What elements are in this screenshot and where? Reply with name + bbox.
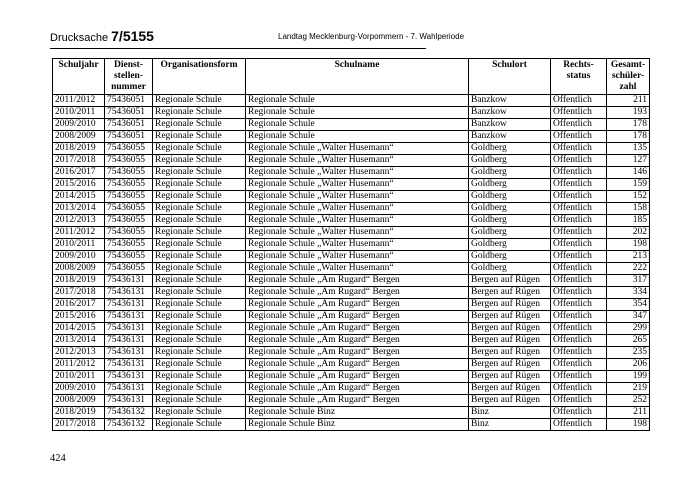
table-row — [53, 359, 650, 371]
cell-name: Regionale Schule „Am Rugard“ Bergen — [246, 275, 469, 287]
cell-org: Regionale Schule — [153, 107, 246, 119]
cell-id: 75436055 — [105, 167, 153, 179]
cell-count: 265 — [607, 335, 650, 347]
cell-year: 2018/2019 — [53, 407, 105, 419]
table-row — [53, 275, 650, 287]
cell-org: Regionale Schule — [153, 143, 246, 155]
cell-count: 354 — [607, 299, 650, 311]
cell-count: 213 — [607, 251, 650, 263]
cell-id: 75436051 — [105, 131, 153, 143]
column-header-id: Dienst- stellen- nummer — [105, 59, 153, 95]
cell-status: Öffentlich — [551, 323, 607, 335]
cell-id: 75436131 — [105, 371, 153, 383]
cell-place: Goldberg — [469, 239, 551, 251]
cell-place: Bergen auf Rügen — [469, 299, 551, 311]
cell-id: 75436131 — [105, 395, 153, 407]
cell-year: 2010/2011 — [53, 107, 105, 119]
cell-status: Öffentlich — [551, 371, 607, 383]
cell-count: 198 — [607, 419, 650, 431]
cell-year: 2017/2018 — [53, 155, 105, 167]
cell-status: Öffentlich — [551, 287, 607, 299]
cell-place: Banzkow — [469, 131, 551, 143]
table-body — [53, 95, 650, 431]
cell-place: Bergen auf Rügen — [469, 323, 551, 335]
cell-id: 75436055 — [105, 155, 153, 167]
cell-org: Regionale Schule — [153, 407, 246, 419]
cell-name: Regionale Schule „Walter Husemann“ — [246, 191, 469, 203]
cell-count: 334 — [607, 287, 650, 299]
cell-place: Goldberg — [469, 143, 551, 155]
cell-status: Öffentlich — [551, 419, 607, 431]
cell-year: 2012/2013 — [53, 347, 105, 359]
cell-status: Öffentlich — [551, 215, 607, 227]
cell-id: 75436055 — [105, 143, 153, 155]
cell-place: Bergen auf Rügen — [469, 371, 551, 383]
cell-year: 2008/2009 — [53, 395, 105, 407]
cell-status: Öffentlich — [551, 239, 607, 251]
cell-id: 75436131 — [105, 323, 153, 335]
table-row — [53, 227, 650, 239]
header-rule — [50, 48, 426, 49]
column-header-year: Schuljahr — [53, 59, 105, 95]
cell-place: Bergen auf Rügen — [469, 383, 551, 395]
cell-count: 159 — [607, 179, 650, 191]
column-header-status: Rechts- status — [551, 59, 607, 95]
cell-org: Regionale Schule — [153, 131, 246, 143]
table-row — [53, 419, 650, 431]
cell-count: 185 — [607, 215, 650, 227]
cell-name: Regionale Schule Binz — [246, 419, 469, 431]
cell-name: Regionale Schule „Walter Husemann“ — [246, 167, 469, 179]
cell-place: Goldberg — [469, 203, 551, 215]
cell-id: 75436055 — [105, 203, 153, 215]
cell-count: 178 — [607, 119, 650, 131]
cell-count: 211 — [607, 407, 650, 419]
table-row — [53, 299, 650, 311]
cell-year: 2010/2011 — [53, 371, 105, 383]
cell-name: Regionale Schule „Walter Husemann“ — [246, 143, 469, 155]
cell-place: Bergen auf Rügen — [469, 335, 551, 347]
cell-count: 317 — [607, 275, 650, 287]
cell-org: Regionale Schule — [153, 203, 246, 215]
cell-name: Regionale Schule „Walter Husemann“ — [246, 203, 469, 215]
cell-org: Regionale Schule — [153, 383, 246, 395]
cell-year: 2018/2019 — [53, 143, 105, 155]
cell-org: Regionale Schule — [153, 299, 246, 311]
cell-id: 75436132 — [105, 419, 153, 431]
cell-place: Goldberg — [469, 251, 551, 263]
cell-id: 75436051 — [105, 107, 153, 119]
cell-name: Regionale Schule „Am Rugard“ Bergen — [246, 299, 469, 311]
cell-year: 2017/2018 — [53, 419, 105, 431]
cell-status: Öffentlich — [551, 191, 607, 203]
cell-count: 135 — [607, 143, 650, 155]
cell-org: Regionale Schule — [153, 275, 246, 287]
cell-status: Öffentlich — [551, 263, 607, 275]
cell-name: Regionale Schule „Am Rugard“ Bergen — [246, 323, 469, 335]
cell-status: Öffentlich — [551, 251, 607, 263]
table-row — [53, 347, 650, 359]
cell-place: Banzkow — [469, 107, 551, 119]
cell-id: 75436131 — [105, 383, 153, 395]
cell-year: 2013/2014 — [53, 203, 105, 215]
cell-org: Regionale Schule — [153, 347, 246, 359]
cell-place: Goldberg — [469, 191, 551, 203]
cell-status: Öffentlich — [551, 299, 607, 311]
cell-count: 127 — [607, 155, 650, 167]
cell-place: Goldberg — [469, 167, 551, 179]
cell-count: 252 — [607, 395, 650, 407]
document-number: 7/5155 — [111, 28, 154, 44]
cell-count: 146 — [607, 167, 650, 179]
page-number: 424 — [50, 453, 66, 464]
cell-status: Öffentlich — [551, 335, 607, 347]
table-row — [53, 287, 650, 299]
cell-status: Öffentlich — [551, 95, 607, 107]
cell-id: 75436132 — [105, 407, 153, 419]
cell-id: 75436055 — [105, 191, 153, 203]
column-header-org: Organisationsform — [153, 59, 246, 95]
cell-count: 193 — [607, 107, 650, 119]
table-row — [53, 143, 650, 155]
table-row — [53, 407, 650, 419]
cell-year: 2014/2015 — [53, 191, 105, 203]
cell-name: Regionale Schule „Walter Husemann“ — [246, 239, 469, 251]
cell-name: Regionale Schule „Am Rugard“ Bergen — [246, 347, 469, 359]
cell-place: Binz — [469, 407, 551, 419]
table-row — [53, 131, 650, 143]
cell-count: 222 — [607, 263, 650, 275]
cell-status: Öffentlich — [551, 383, 607, 395]
cell-place: Banzkow — [469, 119, 551, 131]
cell-status: Öffentlich — [551, 131, 607, 143]
table-row — [53, 335, 650, 347]
cell-year: 2011/2012 — [53, 359, 105, 371]
table-header-row — [53, 59, 650, 95]
cell-org: Regionale Schule — [153, 191, 246, 203]
cell-status: Öffentlich — [551, 155, 607, 167]
cell-status: Öffentlich — [551, 407, 607, 419]
cell-org: Regionale Schule — [153, 311, 246, 323]
cell-name: Regionale Schule „Am Rugard“ Bergen — [246, 287, 469, 299]
column-header-count: Gesamt- schüler- zahl — [607, 59, 650, 95]
cell-org: Regionale Schule — [153, 359, 246, 371]
cell-count: 202 — [607, 227, 650, 239]
cell-status: Öffentlich — [551, 275, 607, 287]
cell-place: Goldberg — [469, 263, 551, 275]
cell-id: 75436131 — [105, 299, 153, 311]
school-statistics-table — [52, 58, 650, 431]
table-row — [53, 203, 650, 215]
cell-year: 2008/2009 — [53, 131, 105, 143]
cell-org: Regionale Schule — [153, 227, 246, 239]
table-row — [53, 179, 650, 191]
table-row — [53, 263, 650, 275]
cell-status: Öffentlich — [551, 107, 607, 119]
cell-place: Bergen auf Rügen — [469, 395, 551, 407]
cell-org: Regionale Schule — [153, 239, 246, 251]
cell-name: Regionale Schule „Am Rugard“ Bergen — [246, 335, 469, 347]
table-row — [53, 167, 650, 179]
cell-id: 75436131 — [105, 335, 153, 347]
cell-status: Öffentlich — [551, 311, 607, 323]
cell-status: Öffentlich — [551, 203, 607, 215]
cell-year: 2016/2017 — [53, 299, 105, 311]
cell-name: Regionale Schule „Am Rugard“ Bergen — [246, 311, 469, 323]
cell-count: 198 — [607, 239, 650, 251]
cell-id: 75436055 — [105, 227, 153, 239]
cell-org: Regionale Schule — [153, 179, 246, 191]
cell-place: Goldberg — [469, 215, 551, 227]
cell-count: 206 — [607, 359, 650, 371]
cell-org: Regionale Schule — [153, 335, 246, 347]
cell-org: Regionale Schule — [153, 155, 246, 167]
table-row — [53, 323, 650, 335]
cell-status: Öffentlich — [551, 179, 607, 191]
cell-org: Regionale Schule — [153, 395, 246, 407]
cell-year: 2018/2019 — [53, 275, 105, 287]
cell-count: 347 — [607, 311, 650, 323]
cell-year: 2011/2012 — [53, 227, 105, 239]
cell-place: Bergen auf Rügen — [469, 275, 551, 287]
cell-place: Bergen auf Rügen — [469, 287, 551, 299]
table-row — [53, 107, 650, 119]
document-header — [50, 28, 154, 44]
cell-org: Regionale Schule — [153, 167, 246, 179]
table-row — [53, 95, 650, 107]
cell-name: Regionale Schule — [246, 119, 469, 131]
cell-name: Regionale Schule „Am Rugard“ Bergen — [246, 395, 469, 407]
cell-status: Öffentlich — [551, 227, 607, 239]
cell-id: 75436051 — [105, 119, 153, 131]
cell-org: Regionale Schule — [153, 323, 246, 335]
cell-status: Öffentlich — [551, 395, 607, 407]
table-row — [53, 251, 650, 263]
cell-place: Goldberg — [469, 179, 551, 191]
cell-place: Bergen auf Rügen — [469, 311, 551, 323]
cell-count: 299 — [607, 323, 650, 335]
cell-count: 178 — [607, 131, 650, 143]
cell-name: Regionale Schule „Walter Husemann“ — [246, 227, 469, 239]
cell-name: Regionale Schule — [246, 131, 469, 143]
cell-place: Bergen auf Rügen — [469, 347, 551, 359]
cell-name: Regionale Schule — [246, 95, 469, 107]
document-type-label: Drucksache — [50, 32, 109, 44]
cell-year: 2009/2010 — [53, 251, 105, 263]
cell-year: 2013/2014 — [53, 335, 105, 347]
cell-place: Binz — [469, 419, 551, 431]
cell-count: 219 — [607, 383, 650, 395]
cell-id: 75436131 — [105, 287, 153, 299]
cell-status: Öffentlich — [551, 119, 607, 131]
cell-count: 158 — [607, 203, 650, 215]
cell-id: 75436131 — [105, 347, 153, 359]
cell-name: Regionale Schule „Am Rugard“ Bergen — [246, 359, 469, 371]
cell-id: 75436131 — [105, 275, 153, 287]
cell-org: Regionale Schule — [153, 251, 246, 263]
cell-status: Öffentlich — [551, 347, 607, 359]
cell-name: Regionale Schule „Walter Husemann“ — [246, 155, 469, 167]
cell-year: 2008/2009 — [53, 263, 105, 275]
cell-count: 211 — [607, 95, 650, 107]
cell-name: Regionale Schule „Walter Husemann“ — [246, 263, 469, 275]
cell-id: 75436055 — [105, 179, 153, 191]
cell-name: Regionale Schule „Walter Husemann“ — [246, 179, 469, 191]
cell-org: Regionale Schule — [153, 119, 246, 131]
cell-year: 2017/2018 — [53, 287, 105, 299]
cell-count: 235 — [607, 347, 650, 359]
cell-id: 75436131 — [105, 359, 153, 371]
cell-name: Regionale Schule „Am Rugard“ Bergen — [246, 371, 469, 383]
table-row — [53, 155, 650, 167]
cell-id: 75436051 — [105, 95, 153, 107]
cell-id: 75436055 — [105, 239, 153, 251]
cell-name: Regionale Schule — [246, 107, 469, 119]
table-row — [53, 383, 650, 395]
cell-place: Banzkow — [469, 95, 551, 107]
cell-id: 75436055 — [105, 215, 153, 227]
cell-org: Regionale Schule — [153, 287, 246, 299]
table-row — [53, 371, 650, 383]
cell-org: Regionale Schule — [153, 263, 246, 275]
column-header-place: Schulort — [469, 59, 551, 95]
cell-year: 2009/2010 — [53, 383, 105, 395]
cell-place: Bergen auf Rügen — [469, 359, 551, 371]
cell-year: 2009/2010 — [53, 119, 105, 131]
cell-place: Goldberg — [469, 155, 551, 167]
cell-id: 75436055 — [105, 251, 153, 263]
cell-year: 2011/2012 — [53, 95, 105, 107]
cell-org: Regionale Schule — [153, 371, 246, 383]
cell-year: 2010/2011 — [53, 239, 105, 251]
cell-org: Regionale Schule — [153, 419, 246, 431]
cell-name: Regionale Schule „Walter Husemann“ — [246, 251, 469, 263]
cell-id: 75436131 — [105, 311, 153, 323]
cell-status: Öffentlich — [551, 167, 607, 179]
table-row — [53, 215, 650, 227]
table-row — [53, 191, 650, 203]
table-row — [53, 311, 650, 323]
column-header-name: Schulname — [246, 59, 469, 95]
cell-org: Regionale Schule — [153, 95, 246, 107]
cell-year: 2014/2015 — [53, 323, 105, 335]
parliament-label: Landtag Mecklenburg-Vorpommern - 7. Wahlperiode — [278, 32, 465, 41]
cell-place: Goldberg — [469, 227, 551, 239]
table-row — [53, 395, 650, 407]
cell-year: 2012/2013 — [53, 215, 105, 227]
cell-year: 2015/2016 — [53, 311, 105, 323]
cell-name: Regionale Schule „Am Rugard“ Bergen — [246, 383, 469, 395]
cell-year: 2016/2017 — [53, 167, 105, 179]
table-row — [53, 239, 650, 251]
cell-status: Öffentlich — [551, 143, 607, 155]
table-row — [53, 119, 650, 131]
cell-org: Regionale Schule — [153, 215, 246, 227]
cell-status: Öffentlich — [551, 359, 607, 371]
cell-count: 199 — [607, 371, 650, 383]
cell-name: Regionale Schule „Walter Husemann“ — [246, 215, 469, 227]
cell-id: 75436055 — [105, 263, 153, 275]
cell-year: 2015/2016 — [53, 179, 105, 191]
cell-count: 152 — [607, 191, 650, 203]
cell-name: Regionale Schule Binz — [246, 407, 469, 419]
